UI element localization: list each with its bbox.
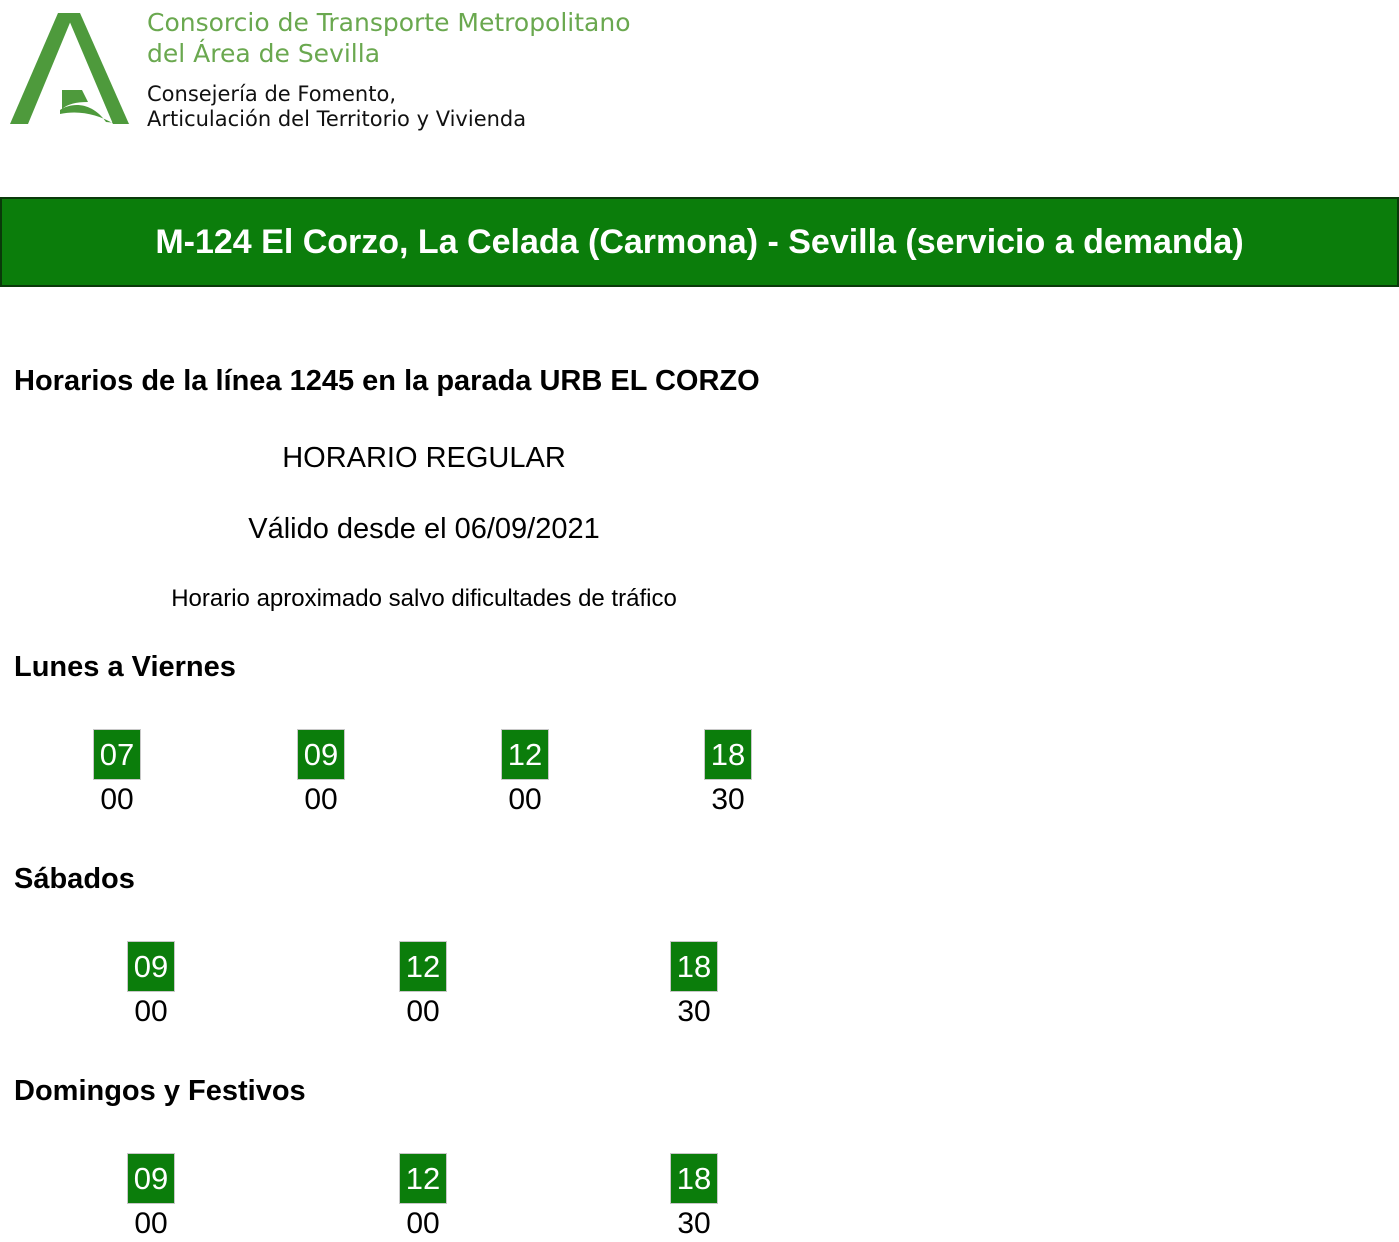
departure-minute: 00	[304, 783, 338, 816]
departure-sundays-1	[121, 1153, 181, 1242]
departure-saturdays-1	[121, 941, 181, 1030]
section-title-weekdays: Lunes a Viernes	[14, 651, 236, 683]
departure-hour: 12	[399, 1153, 447, 1204]
section-title-saturdays: Sábados	[14, 863, 135, 895]
departure-minute: 30	[711, 783, 745, 816]
org-name-line-2: del Área de Sevilla	[147, 39, 381, 68]
route-banner	[0, 197, 1399, 287]
departure-hour: 07	[93, 729, 141, 780]
departure-saturdays-2	[393, 941, 453, 1030]
departure-minute: 30	[677, 1207, 711, 1240]
departure-hour: 18	[670, 1153, 718, 1204]
org-name-line-1: Consorcio de Transporte Metropolitano	[147, 8, 631, 37]
departure-minute: 00	[134, 995, 168, 1028]
departure-minute: 00	[508, 783, 542, 816]
departure-hour: 09	[127, 941, 175, 992]
department-line-2: Articulación del Territorio y Vivienda	[147, 107, 527, 131]
departure-hour: 18	[704, 729, 752, 780]
departure-minute: 30	[677, 995, 711, 1028]
traffic-note: Horario aproximado salvo dificultades de tráfico	[171, 585, 677, 612]
departure-saturdays-3	[664, 941, 724, 1030]
departure-hour: 12	[399, 941, 447, 992]
department-line-1: Consejería de Fomento,	[147, 82, 396, 106]
departure-hour: 09	[127, 1153, 175, 1204]
junta-andalucia-a-logo-icon	[10, 10, 132, 128]
schedule-type: HORARIO REGULAR	[282, 442, 566, 474]
departure-minute: 00	[406, 995, 440, 1028]
route-title: M-124 El Corzo, La Celada (Carmona) - Sevilla (servicio a demanda)	[155, 222, 1244, 261]
departure-hour: 18	[670, 941, 718, 992]
section-title-sundays-holidays: Domingos y Festivos	[14, 1075, 306, 1107]
stop-heading: Horarios de la línea 1245 en la parada URB EL CORZO	[14, 365, 760, 397]
departure-minute: 00	[406, 1207, 440, 1240]
departure-weekdays-4	[698, 729, 758, 818]
valid-from: Válido desde el 06/09/2021	[248, 513, 600, 545]
departure-sundays-3	[664, 1153, 724, 1242]
departure-minute: 00	[100, 783, 134, 816]
departure-hour: 09	[297, 729, 345, 780]
departure-weekdays-1	[87, 729, 147, 818]
departure-weekdays-3	[495, 729, 555, 818]
departure-minute: 00	[134, 1207, 168, 1240]
departure-hour: 12	[501, 729, 549, 780]
departure-sundays-2	[393, 1153, 453, 1242]
departure-weekdays-2	[291, 729, 351, 818]
